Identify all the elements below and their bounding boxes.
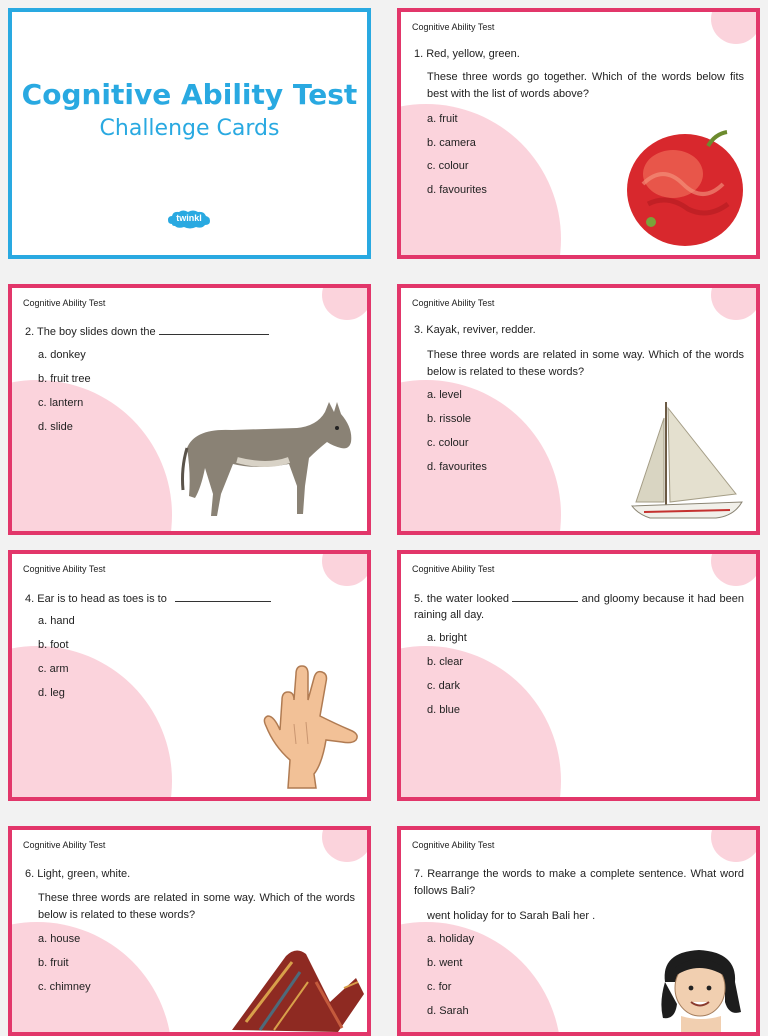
question-text: 3. Kayak, reviver, redder. (414, 324, 536, 336)
sailboat-image (626, 398, 751, 524)
option-c: c. dark (427, 680, 461, 692)
challenge-card-5 (397, 550, 760, 801)
question-part-1: 5. the water looked (414, 593, 509, 605)
decor-circle (711, 284, 760, 320)
sentence-words: went holiday for to Sarah Bali her . (427, 910, 596, 922)
question-text (25, 324, 269, 338)
option-b: b. rissole (427, 413, 472, 425)
question-text (414, 591, 744, 623)
option-b: b. clear (427, 656, 464, 668)
answer-blank (159, 324, 269, 335)
decor-circle (397, 104, 561, 259)
option-d: d. leg (38, 687, 65, 699)
option-a: a. house (38, 933, 81, 945)
option-b: b. camera (427, 137, 476, 149)
challenge-card-3 (397, 284, 760, 535)
option-d: d. favourites (427, 461, 487, 473)
scarf-image (226, 942, 366, 1032)
girl-image (651, 942, 751, 1032)
challenge-card-1 (397, 8, 760, 259)
card-header: Cognitive Ability Test (412, 840, 495, 850)
question-text: 7. Rearrange the words to make a complete sentence. What word follows Bali? (414, 868, 744, 897)
question-part-2: and gloomy because it had been raining all day. (414, 593, 744, 621)
answer-blank (512, 591, 578, 602)
decor-circle (8, 646, 172, 801)
option-d: d. blue (427, 704, 461, 716)
decor-circle (397, 922, 561, 1036)
question-label: 4. Ear is to head as toes is to (25, 593, 167, 605)
logo-text: twinkl (176, 213, 202, 223)
question-prompt: These three words are related in some way. Which of the words below is related to these words? (427, 349, 744, 378)
challenge-card-2 (8, 284, 371, 535)
question-text (25, 591, 271, 605)
card-header: Cognitive Ability Test (23, 564, 106, 574)
option-b: b. fruit tree (38, 373, 91, 385)
donkey-image (177, 398, 357, 520)
decor-circle (397, 380, 561, 535)
question-label: 2. The boy slides down the (25, 326, 156, 338)
decor-circle (322, 826, 371, 862)
cover-title: Cognitive Ability Test (21, 78, 358, 111)
question-prompt: These three words go together. Which of the words below fits best with the list of words above? (427, 71, 744, 100)
challenge-card-4 (8, 550, 371, 801)
challenge-card-6 (8, 826, 371, 1036)
hand-image (244, 664, 364, 790)
option-c: c. chimney (38, 981, 91, 993)
decor-circle (397, 646, 561, 801)
cover-subtitle: Challenge Cards (99, 116, 280, 141)
option-a: a. holiday (427, 933, 475, 945)
decor-circle (711, 550, 760, 586)
card-header: Cognitive Ability Test (412, 564, 495, 574)
decor-circle (8, 922, 172, 1036)
apple-image (623, 124, 749, 250)
question-prompt: These three words are related in some way. Which of the words below is related to these words? (38, 892, 355, 921)
question-text: 6. Light, green, white. (25, 868, 131, 880)
option-c: c. lantern (38, 397, 84, 409)
card-header: Cognitive Ability Test (412, 298, 495, 308)
decor-circle (711, 826, 760, 862)
option-c: c. arm (38, 663, 69, 675)
question-text: 1. Red, yellow, green. (414, 48, 520, 60)
challenge-card-7 (397, 826, 760, 1036)
option-c: c. for (427, 981, 452, 993)
card-header: Cognitive Ability Test (23, 298, 106, 308)
decor-circle (711, 8, 760, 44)
option-b: b. fruit (38, 957, 69, 969)
option-d: d. slide (38, 421, 73, 433)
decor-circle (8, 380, 172, 535)
option-a: a. hand (38, 615, 75, 627)
option-a: a. bright (427, 632, 467, 644)
option-b: b. went (427, 957, 463, 969)
option-a: a. fruit (427, 113, 458, 125)
option-d: d. favourites (427, 184, 487, 196)
decor-circle (322, 284, 371, 320)
option-a: a. donkey (38, 349, 86, 361)
option-b: b. foot (38, 639, 69, 651)
answer-blank (175, 591, 271, 602)
cover-card (8, 8, 371, 259)
option-c: c. colour (427, 437, 469, 449)
card-header: Cognitive Ability Test (23, 840, 106, 850)
option-c: c. colour (427, 160, 469, 172)
card-header: Cognitive Ability Test (412, 22, 495, 32)
option-a: a. level (427, 389, 462, 401)
decor-circle (322, 550, 371, 586)
option-d: d. Sarah (427, 1005, 469, 1017)
